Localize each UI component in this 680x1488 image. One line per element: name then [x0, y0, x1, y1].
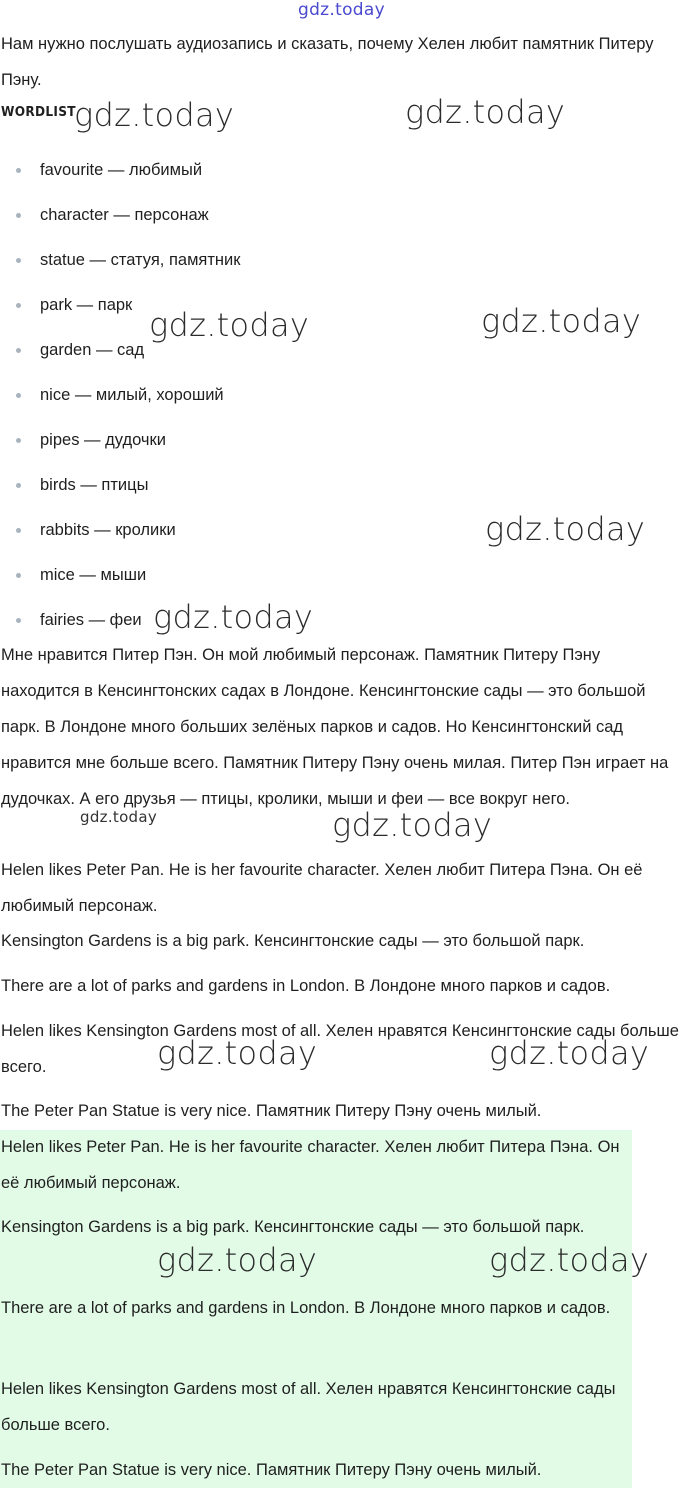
list-item-text: statue — статуя, памятник: [40, 251, 241, 269]
list-item: [0, 151, 240, 196]
answer-line: Kensington Gardens is a big park. Кенсингтонские сады — это большой парк.: [1, 932, 585, 950]
list-item: [0, 376, 240, 421]
list-item: [0, 466, 240, 511]
list-item: [0, 241, 240, 286]
bullet-icon: [16, 348, 21, 353]
highlighted-answer-line: Kensington Gardens is a big park. Кенсингтонские сады — это большой парк.: [1, 1218, 585, 1236]
wordlist: [0, 151, 240, 646]
answer-line: The Peter Pan Statue is very nice. Памятник Питеру Пэну очень милый.: [1, 1102, 542, 1120]
list-item: [0, 556, 240, 601]
watermark: gdz.today: [153, 598, 314, 636]
answer-line: Helen likes Peter Pan. He is her favourite character. Хелен любит Питера Пэна. Он её любимый персонаж.: [1, 861, 643, 915]
list-item-text: mice — мыши: [40, 566, 147, 584]
bullet-icon: [16, 528, 21, 533]
list-item-text: character — персонаж: [40, 206, 209, 224]
list-item-text: favourite — любимый: [40, 161, 203, 179]
bullet-icon: [16, 618, 21, 623]
watermark: gdz.today: [489, 1241, 650, 1279]
watermark: gdz.today: [157, 1241, 318, 1279]
watermark: gdz.today: [157, 1034, 318, 1072]
list-item-text: park — парк: [40, 296, 133, 314]
translation-paragraph: Мне нравится Питер Пэн. Он мой любимый персонаж. Памятник Питеру Пэну находится в Кенсингтонских садах в Лондоне. Кенсингтонские сады — это большой парк. В Лондоне много больших зелёных парков и садов. Но Кенсингтонский сад нравится мне больше всего. Памятник Питеру Пэну очень милая. Питер Пэн играет на дудочках. А его друзья — птицы, кролики, мыши и феи — все вокруг него.: [1, 646, 669, 808]
answer-line: There are a lot of parks and gardens in London. В Лондоне много парков и садов.: [1, 977, 611, 995]
bullet-icon: [16, 393, 21, 398]
bullet-icon: [16, 438, 21, 443]
list-item-text: garden — сад: [40, 341, 145, 359]
highlighted-answer-line: The Peter Pan Statue is very nice. Памятник Питеру Пэну очень милый.: [1, 1461, 542, 1479]
watermark: gdz.today: [298, 0, 385, 20]
highlighted-answer-line: Helen likes Kensington Gardens most of all. Хелен нравятся Кенсингтонские сады больше всего.: [1, 1380, 616, 1434]
watermark: gdz.today: [149, 306, 310, 344]
watermark: gdz.today: [80, 808, 158, 826]
bullet-icon: [16, 213, 21, 218]
list-item-text: fairies — феи: [40, 611, 142, 629]
list-item-text: rabbits — кролики: [40, 521, 176, 539]
list-item: [0, 331, 240, 376]
list-item-text: birds — птицы: [40, 476, 149, 494]
bullet-icon: [16, 258, 21, 263]
highlighted-answer-line: Helen likes Peter Pan. He is her favourite character. Хелен любит Питера Пэна. Он её любимый персонаж.: [1, 1138, 620, 1192]
watermark: gdz.today: [332, 806, 493, 844]
list-item: [0, 196, 240, 241]
list-item: [0, 511, 240, 556]
watermark: gdz.today: [489, 1034, 650, 1072]
wordlist-title: WORDLIST: [1, 104, 76, 120]
list-item-text: nice — милый, хороший: [40, 386, 224, 404]
bullet-icon: [16, 303, 21, 308]
watermark: gdz.today: [485, 510, 646, 548]
list-item: [0, 286, 240, 331]
bullet-icon: [16, 573, 21, 578]
bullet-icon: [16, 483, 21, 488]
answer-line: Helen likes Kensington Gardens most of all. Хелен нравятся Кенсингтонские сады больше всего.: [1, 1022, 679, 1076]
bullet-icon: [16, 168, 21, 173]
watermark: gdz.today: [74, 96, 235, 134]
highlighted-answer-line: There are a lot of parks and gardens in London. В Лондоне много парков и садов.: [1, 1299, 611, 1317]
watermark: gdz.today: [405, 93, 566, 131]
list-item-text: pipes — дудочки: [40, 431, 166, 449]
list-item: [0, 421, 240, 466]
intro-text: Нам нужно послушать аудиозапись и сказать, почему Хелен любит памятник Питеру Пэну.: [1, 35, 654, 89]
watermark: gdz.today: [481, 302, 642, 340]
